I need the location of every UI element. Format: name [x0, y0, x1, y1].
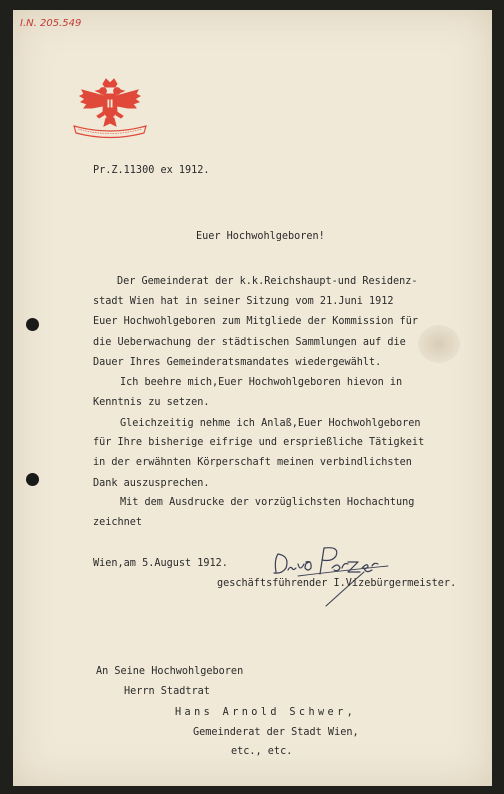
body-line: Mit dem Ausdrucke der vorzüglichsten Hochachtung: [120, 497, 415, 508]
punch-hole-bottom: [26, 473, 39, 486]
body-line: Ich beehre mich,Euer Hochwohlgeboren hievon in: [120, 377, 403, 388]
body-line: stadt Wien hat in seiner Sitzung vom 21.Juni 1912: [93, 296, 394, 307]
address-line: Herrn Stadtrat: [124, 686, 210, 697]
address-line: etc., etc.: [231, 746, 293, 757]
paper-stain: [418, 325, 460, 363]
body-line: die Ueberwachung der städtischen Sammlungen auf die: [93, 337, 406, 348]
body-line: Der Gemeinderat der k.k.Reichshaupt-und Residenz-: [117, 276, 418, 287]
place-date: Wien,am 5.August 1912.: [93, 558, 228, 569]
address-line: Gemeinderat der Stadt Wien,: [193, 727, 359, 738]
body-line: Euer Hochwohlgeboren zum Mitgliede der Kommission für: [93, 316, 419, 327]
signer-title: geschäftsführender I.Vizebürgermeister.: [217, 578, 457, 589]
body-line: Gleichzeitig nehme ich Anlaß,Euer Hochwohlgeboren: [120, 418, 421, 429]
reference-number: Pr.Z.11300 ex 1912.: [93, 165, 210, 176]
body-line: in der erwähnten Körperschaft meinen verbindlichsten: [93, 457, 412, 468]
salutation: Euer Hochwohlgeboren!: [196, 231, 325, 242]
punch-hole-top: [26, 318, 39, 331]
body-line: Dank auszusprechen.: [93, 478, 210, 489]
body-line: Kenntnis zu setzen.: [93, 397, 210, 408]
inventory-number: I.N. 205.549: [20, 18, 82, 29]
handwritten-signature: [268, 540, 398, 612]
address-line: An Seine Hochwohlgeboren: [96, 666, 244, 677]
vienna-crest-logo: [70, 78, 150, 140]
address-recipient-name: Hans Arnold Schwer,: [175, 707, 357, 718]
body-line: für Ihre bisherige eifrige und ersprießliche Tätigkeit: [93, 437, 425, 448]
body-line: Dauer Ihres Gemeinderatsmandates wiedergewählt.: [93, 357, 382, 368]
body-line: zeichnet: [93, 517, 143, 528]
